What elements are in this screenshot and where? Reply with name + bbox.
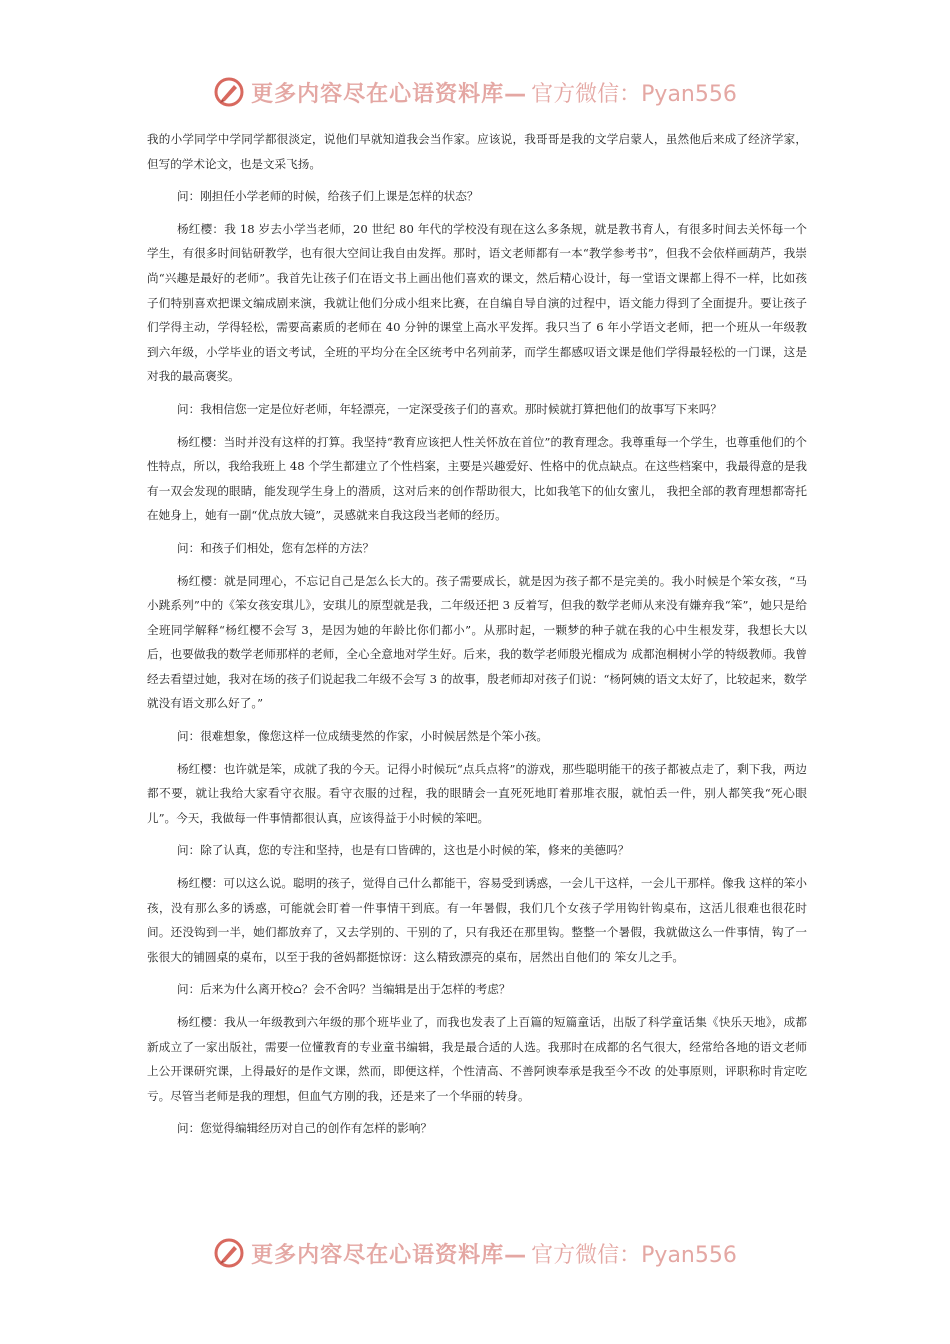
pen-logo-icon [213,1237,245,1269]
question: 问：很难想象，像您这样一位成绩斐然的作家，小时候居然是个笨小孩。 [177,729,549,744]
question: 问：我相信您一定是位好老师，年轻漂亮，一定深受孩子们的喜欢。那时候就打算把他们的故事写下来吗？ [177,401,722,416]
answer: 杨红樱：我从一年级教到六年级的那个班毕业了，而我也发表了上百篇的短篇童话，出版了科学童话集《快乐天地》，成都新成立了一家出版社，需要一位懂教育的专业童书编辑，我是最合适的人选。我那时在成都的名气很大，经常给各地的语文老师上公开课研究课，上得最好的是作文课，然而，即便这样，个性清高、不善阿谀奉承是我至今不改 的处事原则，评职称时肯定吃亏。尽管当老师是我的理想，但血气方刚的我，还是来了一个华丽的转身。 [147,1015,807,1103]
footer-banner [0,1233,950,1273]
footer-wechat: 官方微信：Pyan556 [531,1242,737,1268]
answer: 杨红樱：可以这么说。聪明的孩子，觉得自己什么都能干，容易受到诱惑，一会儿干这样，一会儿干那样。像我 这样的笨小孩，没有那么多的诱惑，可能就会盯着一件事情干到底。有一年暑假，我们几个女孩子学用钩针钩桌布，这活儿很难也很花时间。还没钩到一半，她们都放弃了，又去学别的、干别的了，只有我还在那里钩。整整一个暑假，我就做这么一件事情，钩了一张很大的铺圆桌的桌布，以至于我的爸妈都挺惊讶：这么精致漂亮的桌布，居然出自他们的 笨女儿之手。 [147,876,807,964]
footer-banner-text: 更多内容尽在心语资料库— 官方微信：Pyan556 [251,1242,737,1268]
question: 问：后来为什么离开校⌂？会不舍吗？当编辑是出于怎样的考虑？ [177,982,511,997]
answer: 杨红樱：我 18 岁去小学当老师，20 世纪 80 年代的学校没有现在这么多条规，就是教书育人，有很多时间去关怀每一个学生，有很多时间钻研教学，也有很大空间让我自由发挥。那时，语文老师都有一本“教学参考书”，但我不会依样画葫芦，我崇尚“兴趣是最好的老师”。我首先让孩子们在语文书上画出他们喜欢的课文，然后精心设计，每一堂语文课都上得不一样，比如孩子们特别喜欢把课文编成剧来演，我就让他们分成小组来比赛，在自编自导自演的过程中，语文能力得到了全面提升。要让孩子们学得主动，学得轻松，需要高素质的老师在 40 分钟的课堂上高水平发挥。我只当了 6 年小学语文老师，把一个班从一年级教到六年级，小学毕业的语文考试，全班的平均分在全区统考中名列前茅，而学生都感叹语文课是他们学得最轻松的一门课，这是对我的最高褒奖。 [147,221,807,384]
article-body [147,127,807,1149]
question: 问：刚担任小学老师的时候，给孩子们上课是怎样的状态？ [177,189,479,204]
paragraph: 我的小学同学中学同学都很淡定，说他们早就知道我会当作家。应该说，我哥哥是我的文学启蒙人，虽然他后来成了经济学家，但写的学术论文，也是文采飞扬。 [147,132,807,171]
question: 问：除了认真，您的专注和坚持，也是有口皆碑的，这也是小时候的笨，修来的美德吗？ [177,843,630,858]
question: 问：您觉得编辑经历对自己的创作有怎样的影响？ [177,1121,433,1136]
answer: 杨红樱：当时并没有这样的打算。我坚持“教育应该把人性关怀放在首位”的教育理念。我尊重每一个学生，也尊重他们的个性特点，所以，我给我班上 48 个学生都建立了个性档案，主要是兴趣爱好、性格中的优点缺点。在这些档案中，我最得意的是我有一双会发现的眼睛，能发现学生身上的潜质，这对后来的创作帮助很大，比如我笔下的仙女蜜儿， 我把全部的教育理想都寄托在她身上，她有一副“优点放大镜”，灵感就来自我这段当老师的经历。 [147,434,807,523]
header-banner-text: 更多内容尽在心语资料库— 官方微信：Pyan556 [251,81,737,107]
pen-logo-icon [213,76,245,108]
answer: 杨红樱：也许就是笨，成就了我的今天。记得小时候玩“点兵点将”的游戏，那些聪明能干的孩子都被点走了，剩下我，两边都不要，就让我给大家看守衣服。看守衣服的过程，我的眼睛会一直死死地盯着那堆衣服，就怕丢一件，别人都笑我“死心眼儿”。今天，我做每一件事情都很认真，应该得益于小时候的笨吧。 [147,761,807,825]
answer: 杨红樱：就是同理心，不忘记自己是怎么长大的。孩子需要成长，就是因为孩子都不是完美的。我小时候是个笨女孩，“马小跳系列”中的《笨女孩安琪儿》，安琪儿的原型就是我，二年级还把 3 反着写，但我的数学老师从来没有嫌弃我“笨”，她只是给全班同学解释“杨红樱不会写 3，是因为她的年龄比你们都小”。从那时起，一颗梦的种子就在我的心中生根发芽，我想长大以后，也要做我的数学老师那样的老师，全心全意地对学生好。后来，我的数学老师殷光榴成为 成都泡桐树小学的特级教师。我曾经去看望过她，我对在场的孩子们说起我二年级不会写 3 的故事，殷老师却对孩子们说：“杨阿姨的语文太好了，比较起来，数学就没有语文那么好了。” [147,573,807,711]
question: 问：和孩子们相处，您有怎样的方法？ [177,540,375,555]
header-banner [0,72,950,112]
header-wechat: 官方微信：Pyan556 [531,81,737,107]
